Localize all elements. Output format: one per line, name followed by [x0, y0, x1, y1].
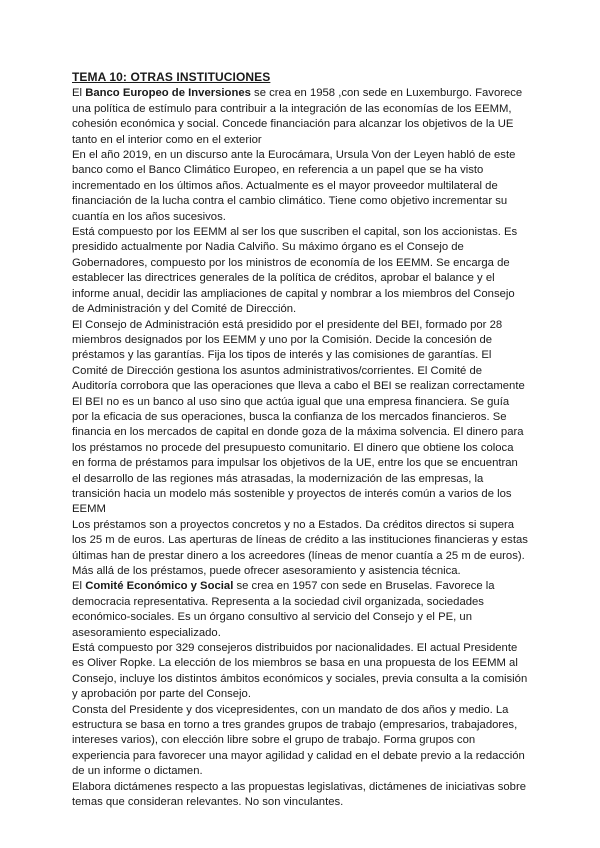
paragraph-bei-loans: Los préstamos son a proyectos concretos y no a Estados. Da créditos directos si supera los 25 m de euros. Las aperturas de líneas de crédito a las instituciones financieras y estas últimas han de prestar dinero a los acreedores (líneas de menor cuantía a 25 m de euros). Más allá de los préstamos, puede ofrecer asesoramiento y asistencia técnica. — [72, 518, 528, 577]
paragraph-ces-intro — [72, 579, 528, 641]
paragraph-bei-intro — [72, 86, 528, 148]
bold-term-ces: Comité Económico y Social — [85, 580, 234, 593]
paragraph-text: El — [72, 87, 86, 100]
paragraph-bei-financing: El BEI no es un banco al uso sino que actúa igual que una empresa financiera. Se guía por la eficacia de sus operaciones, busca la confianza de los mercados financieros. Se financia en los mercados de capital en donde goza de la máxima solvencia. El dinero para los préstamos no procede del presupuesto comunitario. El dinero que obtiene los coloca en forma de préstamos para impulsar los objetivos de la UE, entre los que se encuentran el desarrollo de las regiones más atrasadas, la modernización de las empresas, la transición hacia un modelo más sostenible y proyectos de interés común a varios de los EEMM — [72, 395, 524, 516]
bold-term-bei: Banco Europeo de Inversiones — [85, 87, 251, 100]
paragraph-bei-composition: Está compuesto por los EEMM al ser los que suscriben el capital, son los accionistas. Es presidido actualmente por Nadia Calviño. Su máximo órgano es el Consejo de Gobernadores, compuesto por los ministros de economía de los EEMM. Se encarga de establecer las directrices generales de la política de créditos, aprobar el balance y el informe anual, decidir las ampliaciones de capital y nombrar a los miembros del Consejo de Administración y del Comité de Dirección. — [72, 226, 518, 316]
paragraph-text: se crea en 1958 ,con sede en Luxemburgo. Favorece una política de estímulo para contribuir a la integración de las economías de los EEMM, cohesión económica y social. Concede financiación para alcanzar los objetivos de la UE tanto en el interior como en el exterior — [72, 87, 523, 146]
paragraph-ces-composition: Está compuesto por 329 consejeros distribuidos por nacionalidades. El actual Presidente es Oliver Ropke. La elección de los miembros se basa en una propuesta de los EEMM al Consejo, incluye los distintos ámbitos económicos y sociales, previa consulta a la comisión y aprobación por parte del Consejo. — [72, 642, 528, 701]
document-title: TEMA 10: OTRAS INSTITUCIONES — [72, 70, 271, 84]
paragraph-ces-structure: Consta del Presidente y dos vicepresidentes, con un mandato de dos años y medio. La estructura se basa en torno a tres grandes grupos de trabajo (empresarios, trabajadores, intereses varios), con elección libre sobre el grupo de trabajo. Forma grupos con experiencia para favorecer una mayor agilidad y calidad en el debate previo a la redacción de un informe o dictamen. — [72, 703, 525, 778]
paragraph-bei-board: El Consejo de Administración está presidido por el presidente del BEI, formado por 28 miembros designados por los EEMM y uno por la Comisión. Decide la concesión de préstamos y las garantías. Fija los tipos de interés y las comisiones de garantías. El Comité de Dirección gestiona los asuntos administrativos/corrientes. El Comité de Auditoría corrobora que las operaciones que lleva a cabo el BEI se realizan correctamente — [72, 318, 525, 393]
paragraph-climate-bank: En el año 2019, en un discurso ante la Eurocámara, Ursula Von der Leyen habló de este banco como el Banco Climático Europeo, en referencia a un papel que se ha visto incrementado en los últimos años. Actualmente es el mayor proveedor multilateral de financiación de la lucha contra el cambio climático. Tiene como objetivo incrementar su cuantía en los años sucesivos. — [72, 149, 516, 223]
paragraph-text: se crea en 1957 con sede en Bruselas. Favorece la democracia representativa. Representa a la sociedad civil organizada, sociedades económico-sociales. Es un órgano consultivo al servicio del Consejo y el PE, un asesoramiento especializado. — [72, 580, 495, 639]
paragraph-ces-opinions: Elabora dictámenes respecto a las propuestas legislativas, dictámenes de iniciativas sobre temas que consideran relevantes. No son vinculantes. — [72, 780, 526, 809]
paragraph-text: El — [72, 580, 86, 593]
document-page — [72, 70, 528, 811]
